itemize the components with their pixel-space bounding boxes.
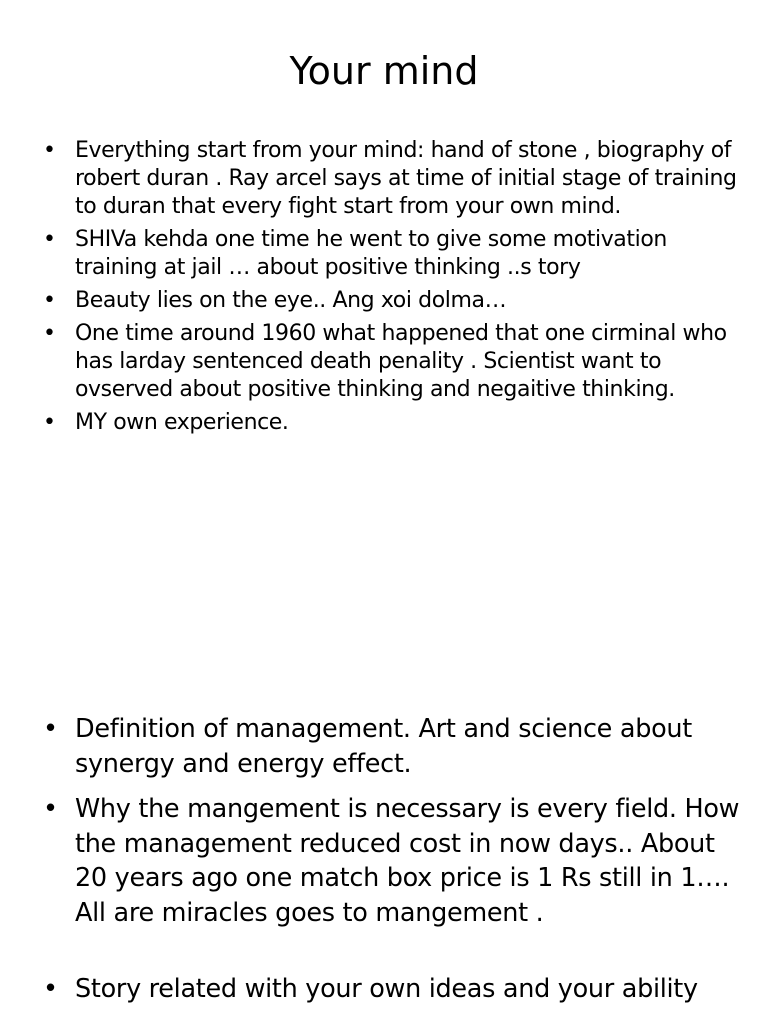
bullet-icon: • (43, 227, 56, 252)
bullet-item (43, 409, 743, 437)
bullet-item (43, 320, 743, 404)
bullet-icon: • (43, 288, 56, 313)
bullet-item (43, 712, 743, 781)
bullet-list (43, 137, 743, 442)
bullet-text: SHIVa kehda one time he went to give some motivation training at jail … about positive thinking ..s tory (75, 227, 667, 280)
bullet-icon: • (43, 321, 56, 346)
bullet-text: Beauty lies on the eye.. Ang xoi dolma… (75, 288, 507, 313)
bullet-icon: • (43, 974, 58, 1004)
bullet-text: One time around 1960 what happened that one cirminal who has larday sentenced death penality . Scientist want to ovserved about positive thinking and negaitive thinking. (75, 321, 727, 402)
bullet-item (43, 137, 743, 221)
bullet-text: Definition of management. Art and science about synergy and energy effect. (75, 714, 692, 779)
bullet-text: Story related with your own ideas and your ability (75, 974, 698, 1004)
bullet-text: MY own experience. (75, 410, 289, 435)
bullet-list (43, 712, 743, 1018)
slide-title: Your mind (289, 49, 479, 93)
bullet-text: Everything start from your mind: hand of stone , biography of robert duran . Ray arcel says at time of initial stage of training to duran that every fight start from your own mind. (75, 138, 737, 219)
bullet-icon: • (43, 410, 56, 435)
bullet-icon: • (43, 794, 58, 824)
bullet-item (43, 972, 743, 1007)
bullet-item (43, 287, 743, 315)
bullet-text: Why the mangement is necessary is every field. How the management reduced cost in now days.. About 20 years ago one match box price is 1 Rs still in 1…. All are miracles goes to mangement . (75, 794, 740, 928)
bullet-icon: • (43, 714, 58, 744)
slide-management (0, 700, 768, 1024)
bullet-icon: • (43, 138, 56, 163)
bullet-item (43, 226, 743, 282)
bullet-item (43, 792, 743, 930)
